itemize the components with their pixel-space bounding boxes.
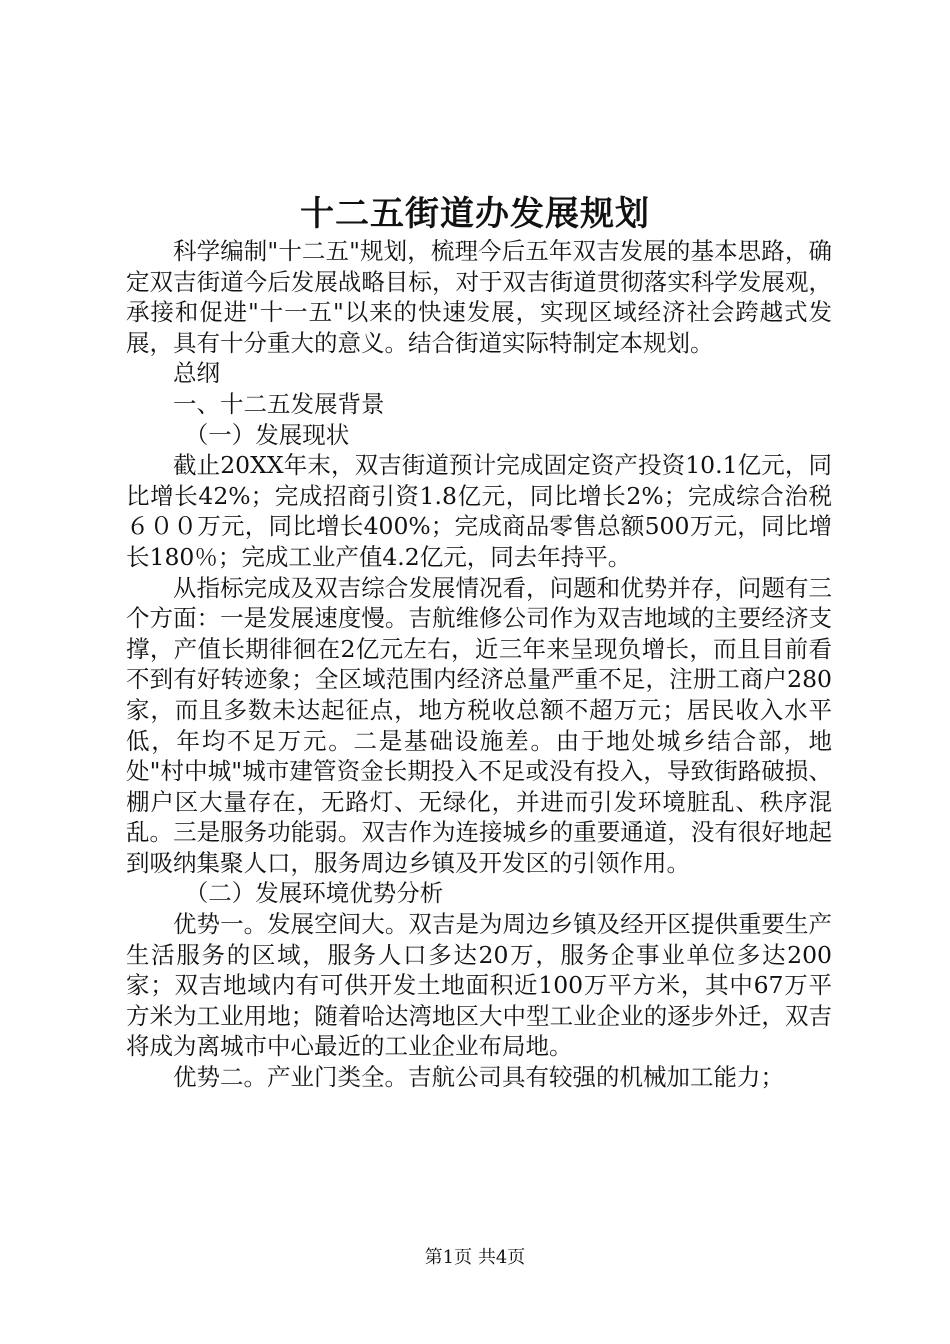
- heading-subsection-1: （一）发展现状: [184, 420, 350, 449]
- page-footer: 第1页 共4页: [424, 1247, 526, 1268]
- paragraph-status: 截止20XX年末，双吉街道预计完成固定资产投资10.1亿元，同比增长42%；完成招商引资1.8亿元，同比增长2%；完成综合治税６００万元，同比增长400%；完成商品零售总额500万元，同比增长180％；完成工业产值4.2亿元，同去年持平。: [126, 451, 832, 571]
- paragraph-intro: 科学编制"十二五"规划，梳理今后五年双吉发展的基本思路，确定双吉街道今后发展战略目标，对于双吉街道贯彻落实科学发展观，承接和促进"十一五"以来的快速发展，实现区域经济社会跨越式发展，具有十分重大的意义。结合街道实际特制定本规划。: [126, 237, 832, 357]
- heading-section-1: 一、十二五发展背景: [173, 389, 385, 418]
- paragraph-advantage-1: 优势一。发展空间大。双吉是为周边乡镇及经开区提供重要生产生活服务的区域，服务人口多达20万，服务企事业单位多达200家；双吉地域内有可供开发土地面积近100万平方米，其中67万平方米为工业用地；随着哈达湾地区大中型工业企业的逐步外迁，双吉将成为离城市中心最近的工业企业布局地。: [126, 910, 832, 1061]
- paragraph-advantage-2: 优势二。产业门类全。吉航公司具有较强的机械加工能力；: [173, 1063, 784, 1092]
- document-body: [126, 236, 832, 1093]
- page-title: 十二五街道办发展规划: [300, 194, 650, 234]
- paragraph-problems: 从指标完成及双吉综合发展情况看，问题和优势并存，问题有三个方面：一是发展速度慢。吉航维修公司作为双吉地域的主要经济支撑，产值长期徘徊在2亿元左右，近三年来呈现负增长，而且目前看不到有好转迹象；全区域范围内经济总量严重不足，注册工商户280家，而且多数未达起征点，地方税收总额不超万元；居民收入水平低，年均不足万元。二是基础设施差。由于地处城乡结合部，地处"村中城"城市建管资金长期投入不足或没有投入，导致街路破损、棚户区大量存在，无路灯、无绿化，并进而引发环境脏乱、秩序混乱。三是服务功能弱。双吉作为连接城乡的重要通道，没有很好地起到吸纳集聚人口，服务周边乡镇及开发区的引领作用。: [126, 573, 832, 877]
- heading-subsection-2: （二）发展环境优势分析: [184, 879, 444, 908]
- heading-general-outline: 总纲: [173, 359, 220, 388]
